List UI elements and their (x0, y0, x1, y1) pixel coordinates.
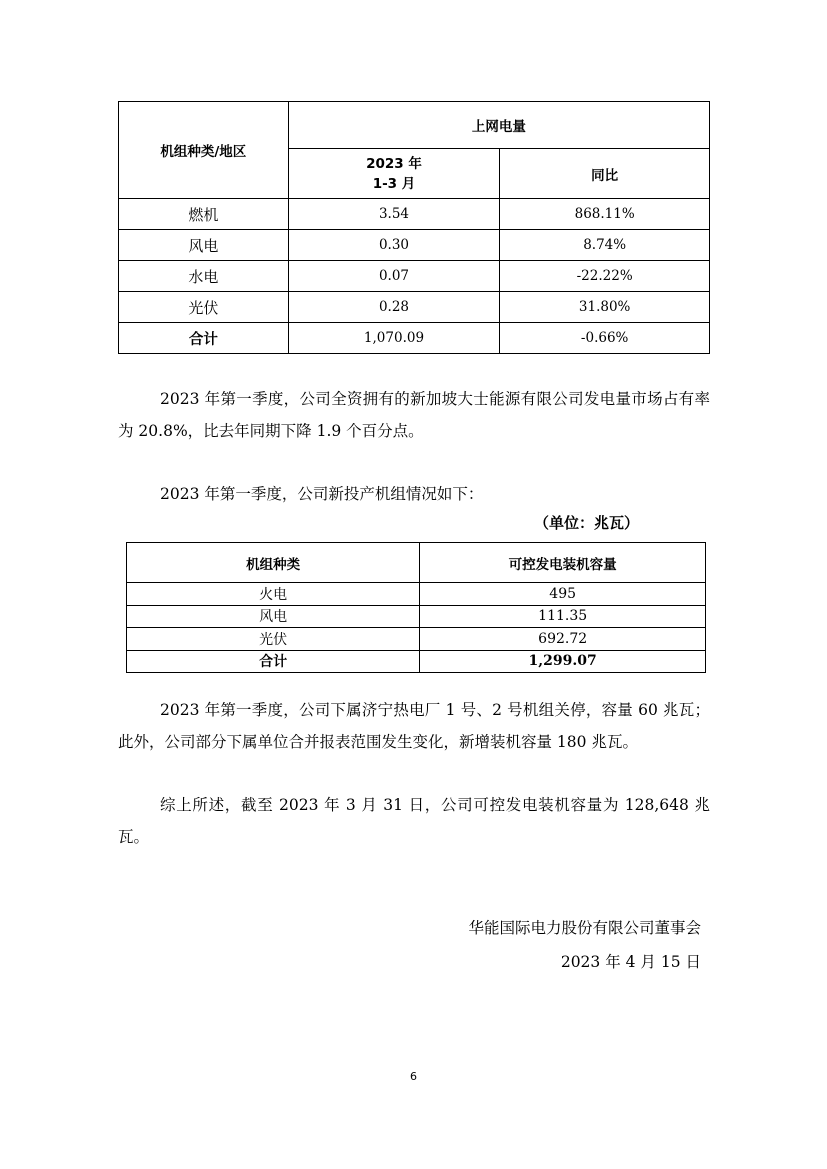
row-yoy: 8.74% (500, 230, 710, 261)
row-category: 水电 (119, 261, 289, 292)
page-number: 6 (410, 1070, 417, 1083)
row-category: 光伏 (127, 628, 420, 651)
header-category: 机组种类 (127, 543, 420, 583)
paragraph-new-units-intro: 2023 年第一季度，公司新投产机组情况如下： (160, 485, 484, 503)
row-yoy: 868.11% (500, 199, 710, 230)
header-yoy: 同比 (500, 149, 710, 199)
header-category: 机组种类/地区 (119, 102, 289, 199)
row-value: 0.28 (288, 292, 500, 323)
row-value: 495 (420, 583, 706, 606)
table-row (119, 230, 710, 261)
table-total-row (119, 323, 710, 354)
row-category: 火电 (127, 583, 420, 606)
header-period (288, 149, 500, 199)
paragraph-unit-changes: 2023 年第一季度，公司下属济宁热电厂 1 号、2 号机组关停，容量 60 兆瓦；此外，公司部分下属单位合并报表范围发生变化，新增装机容量 180 兆瓦。 (118, 701, 710, 751)
total-value: 1,299.07 (420, 650, 706, 673)
total-yoy: -0.66% (500, 323, 710, 354)
unit-note: （单位：兆瓦） (534, 514, 640, 532)
table-row (127, 605, 706, 628)
table-total-row (127, 650, 706, 673)
header-grid-power: 上网电量 (288, 102, 709, 149)
table-row (119, 292, 710, 323)
total-category: 合计 (127, 650, 420, 673)
row-value: 692.72 (420, 628, 706, 651)
header-period-line2: 1-3 月 (372, 175, 416, 192)
paragraph-market-share: 2023 年第一季度，公司全资拥有的新加坡大士能源有限公司发电量市场占有率为 20.8%，比去年同期下降 1.9 个百分点。 (118, 390, 710, 440)
row-value: 0.07 (288, 261, 500, 292)
row-category: 风电 (119, 230, 289, 261)
new-capacity-table (126, 542, 706, 673)
row-value: 111.35 (420, 605, 706, 628)
table-row (127, 628, 706, 651)
table-row (119, 199, 710, 230)
paragraph-summary: 综上所述，截至 2023 年 3 月 31 日，公司可控发电装机容量为 128,648 兆瓦。 (118, 796, 710, 846)
signature-company: 华能国际电力股份有限公司董事会 (468, 919, 701, 937)
total-category: 合计 (119, 323, 289, 354)
row-value: 3.54 (288, 199, 500, 230)
table-row (119, 261, 710, 292)
row-category: 风电 (127, 605, 420, 628)
row-yoy: 31.80% (500, 292, 710, 323)
header-period-line1: 2023 年 (366, 155, 422, 172)
generation-table (118, 101, 710, 354)
row-yoy: -22.22% (500, 261, 710, 292)
header-capacity: 可控发电装机容量 (420, 543, 706, 583)
row-value: 0.30 (288, 230, 500, 261)
table-row (127, 583, 706, 606)
total-value: 1,070.09 (288, 323, 500, 354)
signature-date: 2023 年 4 月 15 日 (560, 953, 701, 971)
row-category: 燃机 (119, 199, 289, 230)
row-category: 光伏 (119, 292, 289, 323)
